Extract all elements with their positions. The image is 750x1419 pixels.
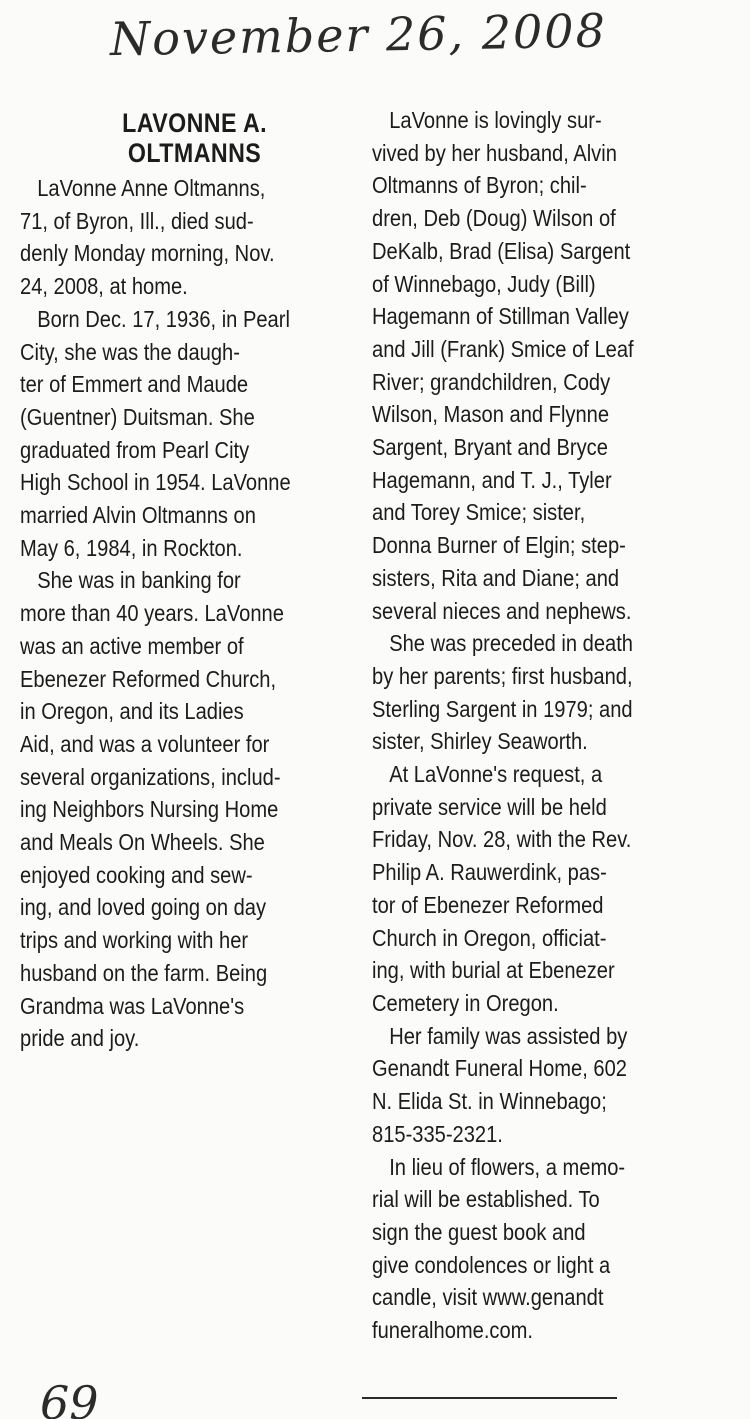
text-line: more than 40 years. LaVonne (20, 600, 284, 627)
text-line: Friday, Nov. 28, with the Rev. (372, 826, 632, 853)
text-line: Hagemann, and T. J., Tyler (372, 466, 612, 493)
text-line: sisters, Rita and Diane; and (372, 564, 620, 591)
text-line: Church in Oregon, officiat- (372, 924, 607, 951)
text-line: pride and joy. (20, 1025, 140, 1052)
text-line: Born Dec. 17, 1936, in Pearl (37, 305, 290, 332)
text-line: 71, of Byron, Ill., died sud- (20, 207, 254, 234)
obituary-headline (20, 108, 369, 168)
obituary-right-body (372, 104, 740, 1347)
text-line: private service will be held (372, 793, 607, 820)
text-line: LaVonne is lovingly sur- (389, 107, 602, 133)
end-rule (362, 1397, 617, 1399)
text-line: graduated from Pearl City (20, 436, 250, 463)
text-line: Sterling Sargent in 1979; and (372, 695, 633, 722)
handwritten-date: November 26, 2008 (109, 3, 608, 67)
text-line: husband on the farm. Being (20, 959, 268, 986)
text-line: Cemetery in Oregon. (372, 989, 559, 1016)
text-line: ing Neighbors Nursing Home (20, 796, 279, 823)
text-line: by her parents; first husband, (372, 662, 633, 689)
obituary-left-column (20, 104, 369, 1055)
text-line: N. Elida St. in Winnebago; (372, 1088, 607, 1115)
text-line: (Guentner) Duitsman. She (20, 403, 255, 430)
text-line: funeralhome.com. (372, 1317, 534, 1344)
text-line: sister, Shirley Seaworth. (372, 728, 588, 755)
text-line: Ebenezer Reformed Church, (20, 665, 277, 692)
headline-line-2: OLTMANNS (127, 138, 262, 168)
text-line: denly Monday morning, Nov. (20, 240, 275, 267)
text-line: several nieces and nephews. (372, 597, 632, 624)
text-line: At LaVonne's request, a (389, 761, 603, 788)
text-line: Wilson, Mason and Flynne (372, 401, 610, 428)
text-line: several organizations, includ- (20, 763, 281, 790)
handwritten-page-mark: 69 (40, 1380, 99, 1419)
text-line: and Meals On Wheels. She (20, 829, 265, 856)
text-line: DeKalb, Brad (Elisa) Sargent (372, 237, 631, 264)
text-line: ing, with burial at Ebenezer (372, 957, 615, 984)
text-line: Sargent, Bryant and Bryce (372, 434, 608, 461)
headline-line-1: LAVONNE A. (122, 108, 268, 138)
text-line: and Torey Smice; sister, (372, 499, 586, 526)
text-line: ter of Emmert and Maude (20, 371, 249, 398)
text-line: dren, Deb (Doug) Wilson of (372, 205, 616, 232)
text-line: of Winnebago, Judy (Bill) (372, 270, 596, 297)
text-line: in Oregon, and its Ladies (20, 698, 244, 725)
text-line: married Alvin Oltmanns on (20, 502, 256, 529)
text-line: LaVonne Anne Oltmanns, (37, 175, 266, 201)
text-line: vived by her husband, Alvin (372, 139, 617, 166)
text-line: ing, and loved going on day (20, 894, 267, 921)
text-line: enjoyed cooking and sew- (20, 861, 253, 888)
text-line: Grandma was LaVonne's (20, 992, 245, 1019)
text-line: candle, visit www.genandt (372, 1284, 604, 1311)
text-line: 815-335-2321. (372, 1120, 503, 1147)
text-line: Her family was assisted by (389, 1022, 628, 1049)
text-line: trips and working with her (20, 927, 249, 954)
text-line: Donna Burner of Elgin; step- (372, 532, 626, 559)
text-line: tor of Ebenezer Reformed (372, 891, 604, 918)
obituary-right-column (372, 104, 740, 1347)
text-line: Philip A. Rauwerdink, pas- (372, 859, 607, 886)
text-line: 24, 2008, at home. (20, 273, 188, 300)
text-line: She was in banking for (37, 567, 241, 594)
text-line: and Jill (Frank) Smice of Leaf (372, 335, 634, 362)
text-line: In lieu of flowers, a memo- (389, 1153, 626, 1180)
text-line: High School in 1954. LaVonne (20, 469, 291, 496)
text-line: May 6, 1984, in Rockton. (20, 534, 243, 561)
text-line: sign the guest book and (372, 1218, 586, 1245)
text-line: was an active member of (20, 632, 244, 659)
text-line: Oltmanns of Byron; chil- (372, 172, 587, 199)
text-line: River; grandchildren, Cody (372, 368, 611, 395)
obituary-left-body (20, 172, 369, 1055)
text-line: She was preceded in death (389, 630, 634, 657)
text-line: Genandt Funeral Home, 602 (372, 1055, 627, 1082)
text-line: City, she was the daugh- (20, 338, 240, 365)
text-line: rial will be established. To (372, 1186, 600, 1213)
text-line: give condolences or light a (372, 1251, 611, 1278)
text-line: Aid, and was a volunteer for (20, 730, 270, 757)
text-line: Hagemann of Stillman Valley (372, 303, 629, 330)
